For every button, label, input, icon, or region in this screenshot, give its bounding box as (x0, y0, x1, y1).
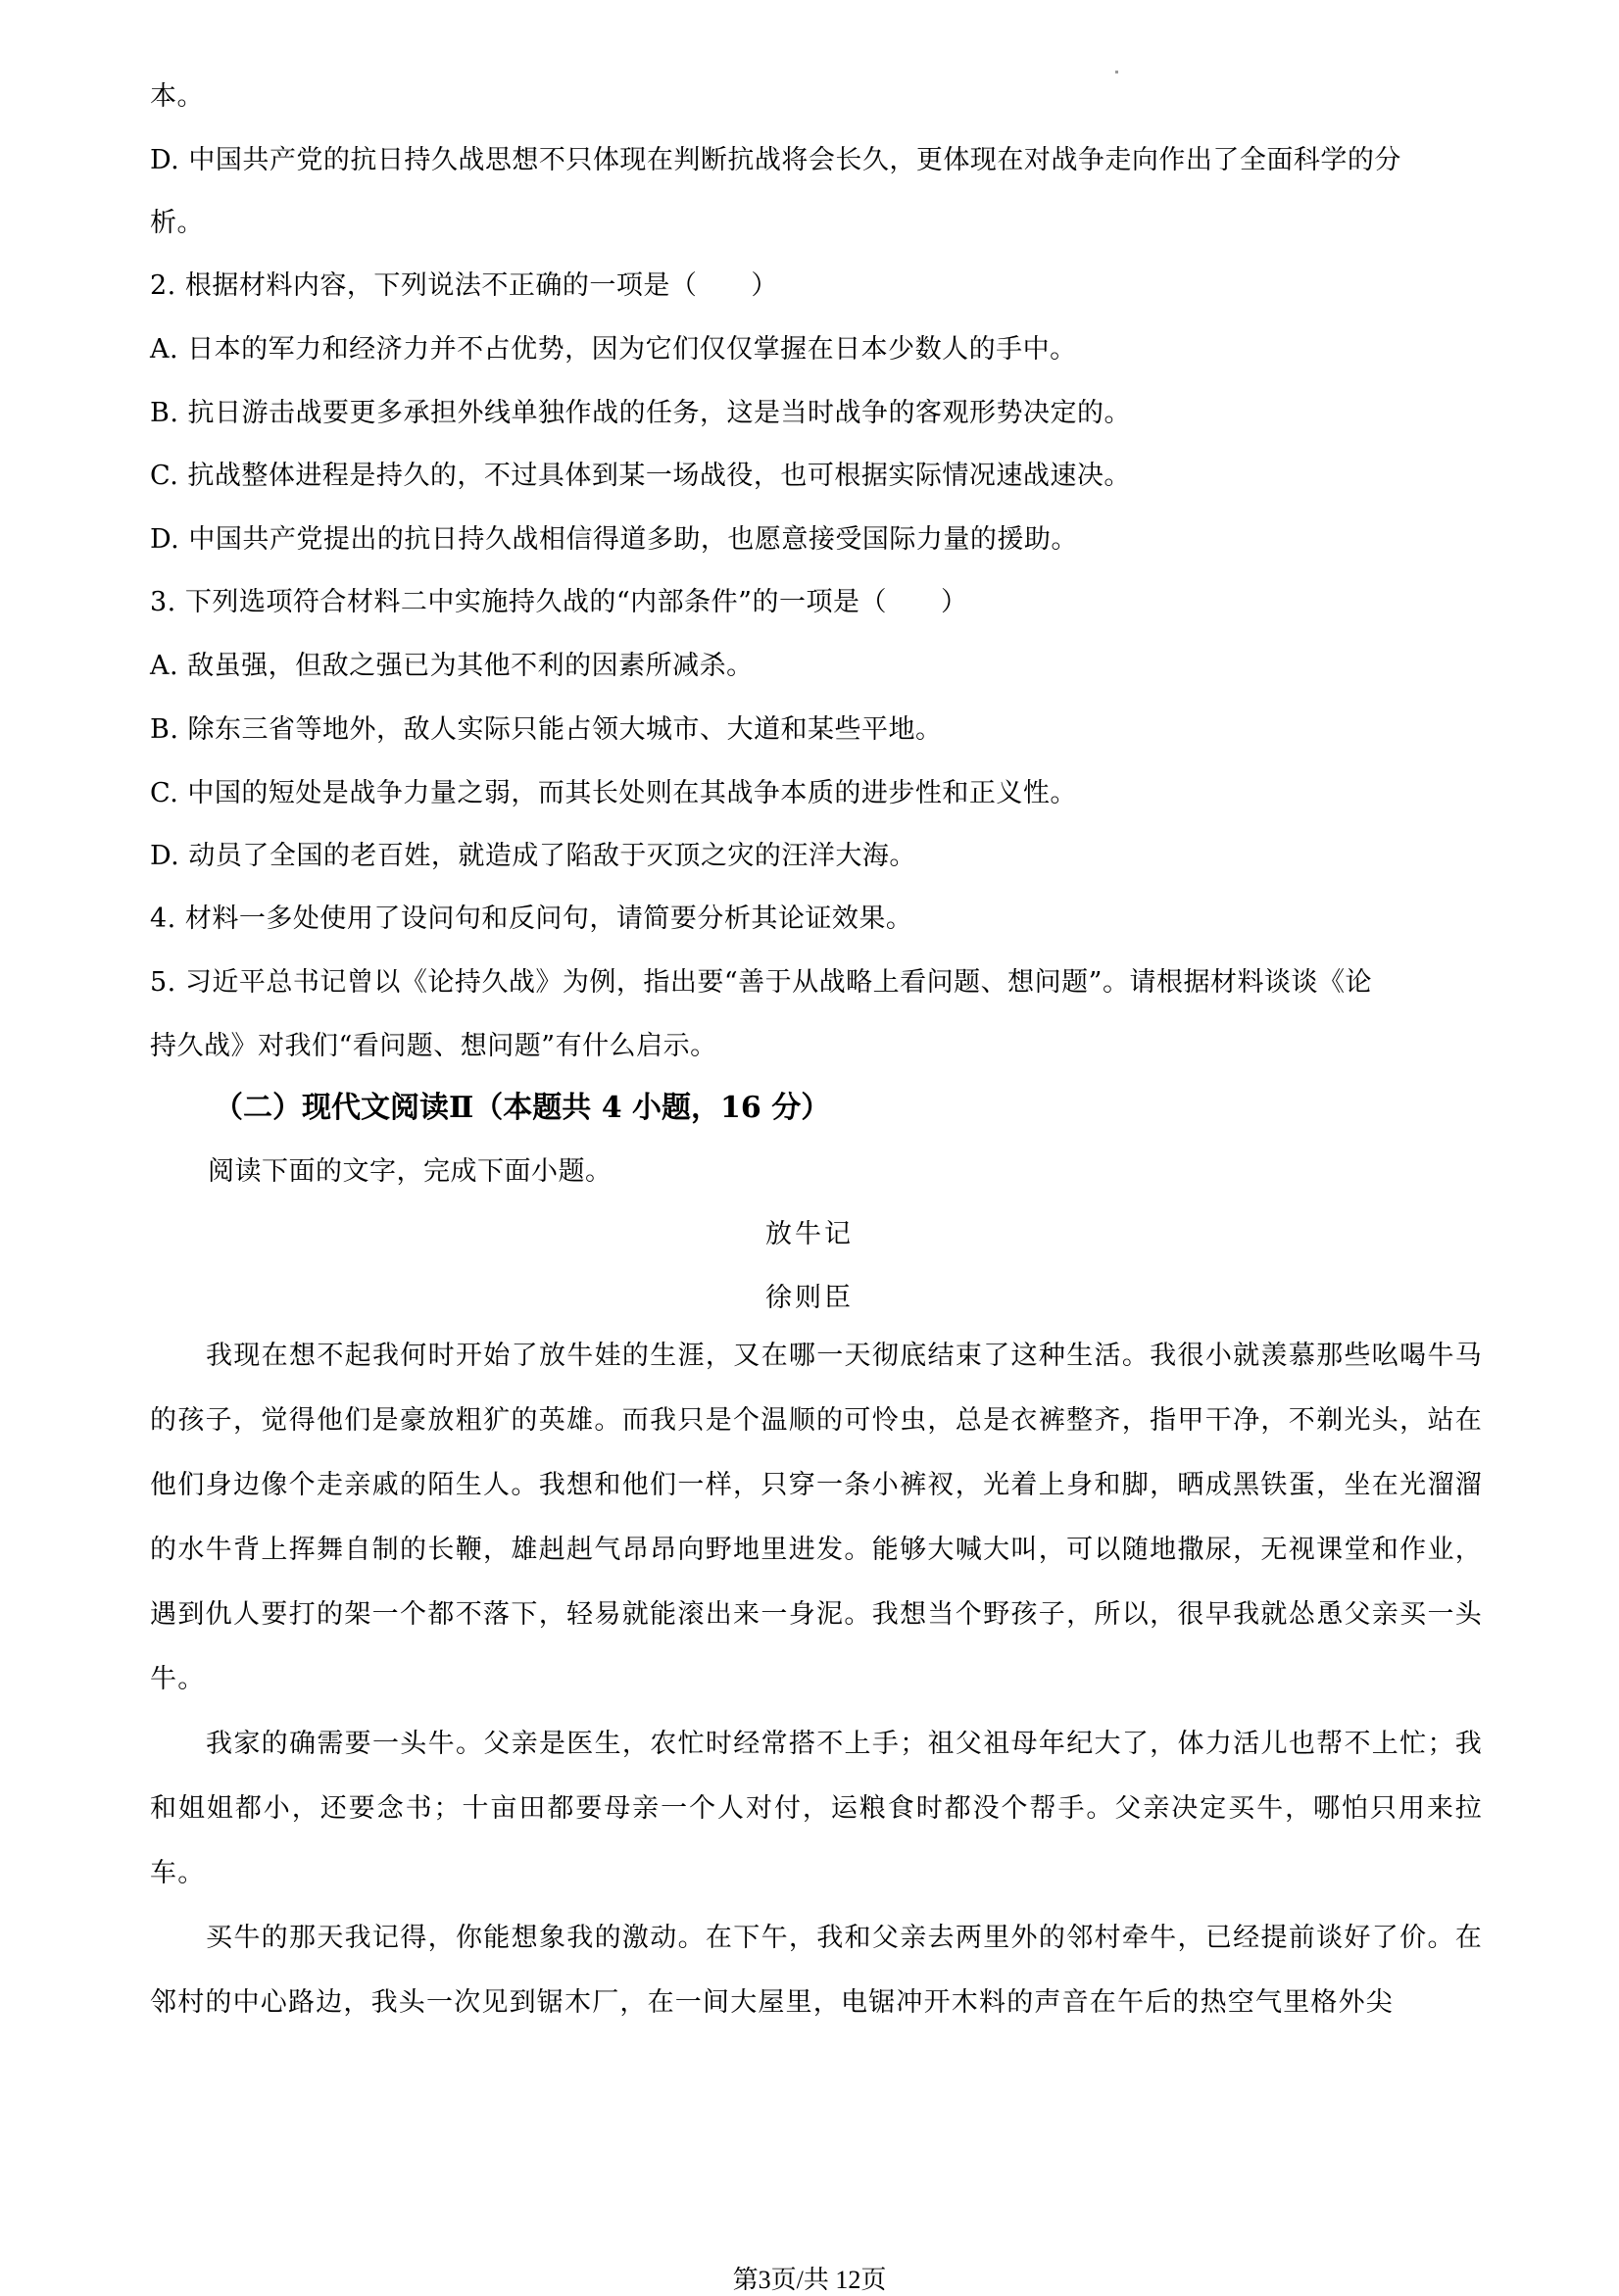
question-2: 2. 根据材料内容，下列说法不正确的一项是（ ） (150, 270, 778, 301)
q3-option-d: D. 动员了全国的老百姓，就造成了陷敌于灭顶之灾的汪洋大海。 (150, 841, 916, 871)
section-heading: （二）现代文阅读Ⅱ（本题共 4 小题，16 分） (214, 1091, 831, 1125)
story-paragraph: 我家的确需要一头牛。父亲是医生，农忙时经常搭不上手；祖父祖母年纪大了，体力活儿也帮不上忙；我和姐姐都小，还要念书；十亩田都要母亲一个人对付，运粮食时都没个帮手。父亲决定买牛，哪怕只用来拉车。 (150, 1729, 1483, 1888)
q2-option-c: C. 抗战整体进程是持久的，不过具体到某一场战役，也可根据实际情况速战速决。 (150, 461, 1131, 491)
text-line: 本。 (150, 81, 204, 112)
reading-instruction: 阅读下面的文字，完成下面小题。 (208, 1156, 613, 1187)
question-4: 4. 材料一多处使用了设问句和反问句，请简要分析其论证效果。 (150, 904, 913, 934)
q2-option-a: A. 日本的军力和经济力并不占优势，因为它们仅仅掌握在日本少数人的手中。 (150, 334, 1077, 365)
question-5: 5. 习近平总书记曾以《论持久战》为例，指出要“善于从战略上看问题、想问题”。请根据材料谈谈《论 (150, 967, 1372, 998)
story-author: 徐则臣 (765, 1283, 854, 1313)
scan-speck (1115, 71, 1118, 73)
option-d-line: D. 中国共产党的抗日持久战思想不只体现在判断抗战将会长久，更体现在对战争走向作出了全面科学的分 (150, 145, 1401, 175)
question-5-cont: 持久战》对我们“看问题、想问题”有什么启示。 (150, 1031, 717, 1061)
q2-option-b: B. 抗日游击战要更多承担外线单独作战的任务，这是当时战争的客观形势决定的。 (150, 398, 1132, 428)
story-title: 放牛记 (765, 1219, 854, 1249)
q3-option-c: C. 中国的短处是战争力量之弱，而其长处则在其战争本质的进步性和正义性。 (150, 778, 1077, 808)
q3-option-a: A. 敌虽强，但敌之强已为其他不利的因素所减杀。 (150, 651, 754, 681)
text-line: 析。 (150, 208, 204, 238)
story-body (150, 1324, 1483, 2035)
q2-option-d: D. 中国共产党提出的抗日持久战相信得道多助，也愿意接受国际力量的援助。 (150, 524, 1078, 555)
story-paragraph: 买牛的那天我记得，你能想象我的激动。在下午，我和父亲去两里外的邻村牵牛，已经提前谈好了价。在邻村的中心路边，我头一次见到锯木厂，在一间大屋里，电锯冲开木料的声音在午后的热空气里格外尖 (150, 1923, 1483, 2018)
story-paragraph: 我现在想不起我何时开始了放牛娃的生涯，又在哪一天彻底结束了这种生活。我很小就羡慕那些吆喝牛马的孩子，觉得他们是豪放粗犷的英雄。而我只是个温顺的可怜虫，总是衣裤整齐，指甲干净，不剃光头，站在他们身边像个走亲戚的陌生人。我想和他们一样，只穿一条小裤衩，光着上身和脚，晒成黑铁蛋，坐在光溜溜的水牛背上挥舞自制的长鞭，雄赳赳气昂昂向野地里进发。能够大喊大叫，可以随地撒尿，无视课堂和作业，遇到仇人要打的架一个都不落下，轻易就能滚出来一身泥。我想当个野孩子，所以，很早我就怂恿父亲买一头牛。 (150, 1341, 1483, 1694)
page-number-footer: 第3页/共 12页 (732, 2266, 887, 2294)
question-3: 3. 下列选项符合材料二中实施持久战的“内部条件”的一项是（ ） (150, 587, 968, 617)
q3-option-b: B. 除东三省等地外，敌人实际只能占领大城市、大道和某些平地。 (150, 714, 943, 745)
